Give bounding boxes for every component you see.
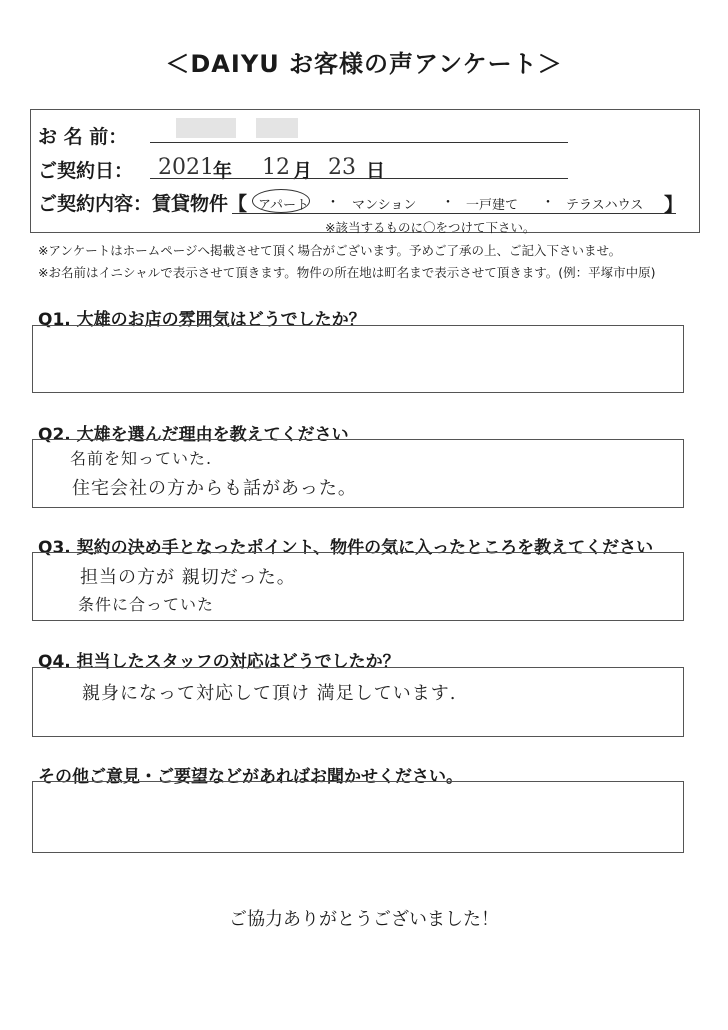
- type-underline: [232, 213, 676, 214]
- redacted-name-block: [256, 118, 298, 138]
- option-apartment: アパート: [258, 198, 309, 213]
- circle-instruction: ※該当するものに〇をつけて下さい。: [325, 220, 536, 235]
- question-3-label: Q3. 契約の決め手となったポイント、物件の気に入ったところを教えてください: [38, 538, 654, 558]
- question-2-answer-line: 住宅会社の方からも話があった。: [72, 478, 357, 499]
- contract-date-label: ご契約日：: [38, 160, 134, 182]
- name-label: お 名 前：: [38, 126, 128, 148]
- month-unit: 月: [293, 160, 313, 182]
- option-detached-house: 一戸建て: [466, 198, 519, 213]
- other-comments-box: [32, 781, 684, 853]
- note-publication: ※アンケートはホームページへ掲載させて頂く場合がございます。予めご了承の上、ご記入下さいませ。: [38, 243, 622, 258]
- option-separator: ・: [441, 195, 455, 211]
- year-unit: 年: [213, 160, 233, 182]
- contract-month: 12: [262, 155, 290, 180]
- option-separator: ・: [541, 195, 555, 211]
- question-3-answer-line: 条件に合っていた: [78, 595, 215, 614]
- contract-year: 2021: [158, 155, 214, 180]
- bracket-close: 】: [664, 194, 684, 216]
- name-underline: [150, 142, 568, 143]
- question-1-label: Q1. 大雄のお店の雰囲気はどうでしたか？: [38, 310, 366, 330]
- note-initials: ※お名前はイニシャルで表示させて頂きます。物件の所在地は町名まで表示させて頂きます。(例：平塚市中原): [38, 265, 656, 280]
- page-title: ＜DAIYU お客様の声アンケート＞: [165, 50, 563, 78]
- redacted-name-block: [176, 118, 236, 138]
- contract-type-label: ご契約内容：賃貸物件【: [38, 193, 248, 215]
- question-3-answer-line: 担当の方が 親切だった。: [80, 567, 296, 588]
- option-terrace-house: テラスハウス: [566, 198, 644, 213]
- option-separator: ・: [326, 195, 340, 211]
- question-4-answer-line: 親身になって対応して頂け 満足しています.: [82, 683, 457, 704]
- option-mansion: マンション: [352, 198, 417, 213]
- date-underline: [150, 178, 568, 179]
- thanks-message: ご協力ありがとうございました！: [229, 909, 499, 930]
- question-2-label: Q2. 大雄を選んだ理由を教えてください: [38, 425, 349, 445]
- contract-day: 23: [328, 155, 356, 180]
- day-unit: 日: [366, 160, 386, 182]
- question-1-answer-box: [32, 325, 684, 393]
- other-comments-label: その他ご意見・ご要望などがあればお聞かせください。: [38, 767, 463, 787]
- question-4-label: Q4. 担当したスタッフの対応はどうでしたか？: [38, 652, 400, 672]
- question-2-answer-line: 名前を知っていた.: [70, 449, 213, 468]
